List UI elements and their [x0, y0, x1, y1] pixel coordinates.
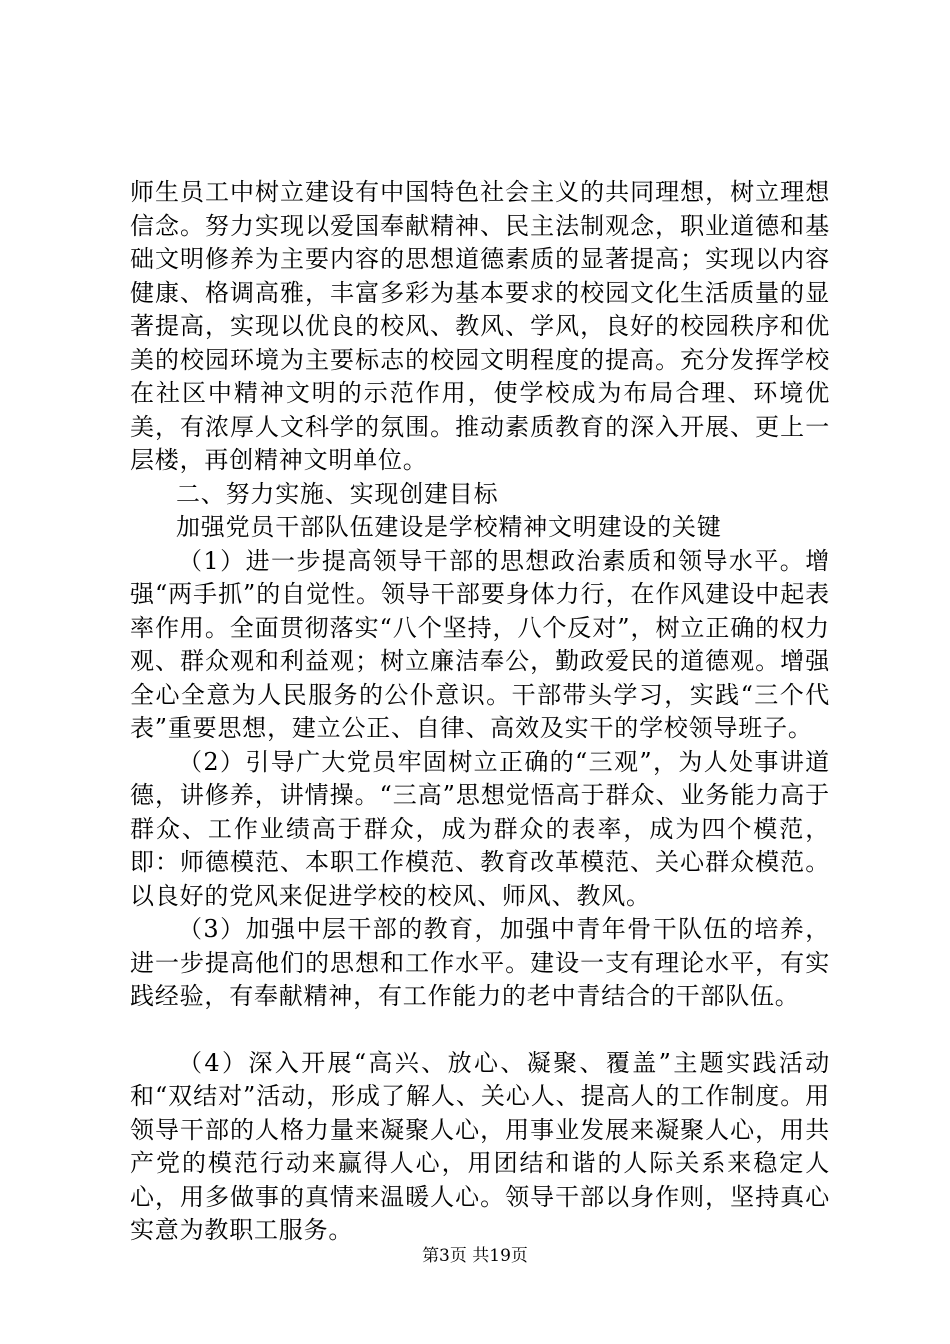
paragraph-gap: [130, 1014, 830, 1047]
list-item-1: （1）进一步提高领导干部的思想政治素质和领导水平。增强“两手抓”的自觉性。领导干部要身体力行，在作风建设中起表率作用。全面贯彻落实“八个坚持，八个反对”，树立正确的权力观、群众观和利益观；树立廉洁奉公，勤政爱民的道德观。增强全心全意为人民服务的公仆意识。干部带头学习，实践“三个代表”重要思想，建立公正、自律、高效及实干的学校领导班子。: [130, 546, 830, 742]
list-item-3: （3）加强中层干部的教育，加强中青年骨干队伍的培养，进一步提高他们的思想和工作水平。建设一支有理论水平，有实践经验，有奉献精神，有工作能力的老中青结合的干部队伍。: [130, 915, 830, 1010]
list-item-2: （2）引导广大党员牢固树立正确的“三观”，为人处事讲道德，讲修养，讲情操。“三高”思想觉悟高于群众、业务能力高于群众、工作业绩高于群众，成为群众的表率，成为四个模范，即：师德模范、本职工作模范、教育改革模范、关心群众模范。以良好的党风来促进学校的校风、师风、教风。: [130, 747, 830, 910]
list-item-4: （4）深入开展“高兴、放心、凝聚、覆盖”主题实践活动和“双结对”活动，形成了解人、关心人、提高人的工作制度。用领导干部的人格力量来凝聚人心，用事业发展来凝聚人心，用共产党的模范行动来赢得人心，用团结和谐的人际关系来稳定人心，用多做事的真情来温暖人心。领导干部以身作则，坚持真心实意为教职工服务。: [130, 1048, 830, 1244]
intro-paragraph: 师生员工中树立建设有中国特色社会主义的共同理想，树立理想信念。努力实现以爱国奉献精神、民主法制观念，职业道德和基础文明修养为主要内容的思想道德素质的显著提高；实现以内容健康、格调高雅，丰富多彩为基本要求的校园文化生活质量的显著提高，实现以优良的校风、教风、学风，良好的校园秩序和优美的校园环境为主要标志的校园文明程度的提高。充分发挥学校在社区中精神文明的示范作用，使学校成为布局合理、环境优美，有浓厚人文科学的氛围。推动素质教育的深入开展、更上一层楼，再创精神文明单位。: [130, 178, 830, 474]
section-subheading: 加强党员干部队伍建设是学校精神文明建设的关键: [176, 513, 722, 541]
page-number-footer: 第3页 共19页: [422, 1246, 528, 1266]
section-heading: 二、努力实施、实现创建目标: [176, 479, 499, 508]
document-body: [130, 176, 830, 1248]
